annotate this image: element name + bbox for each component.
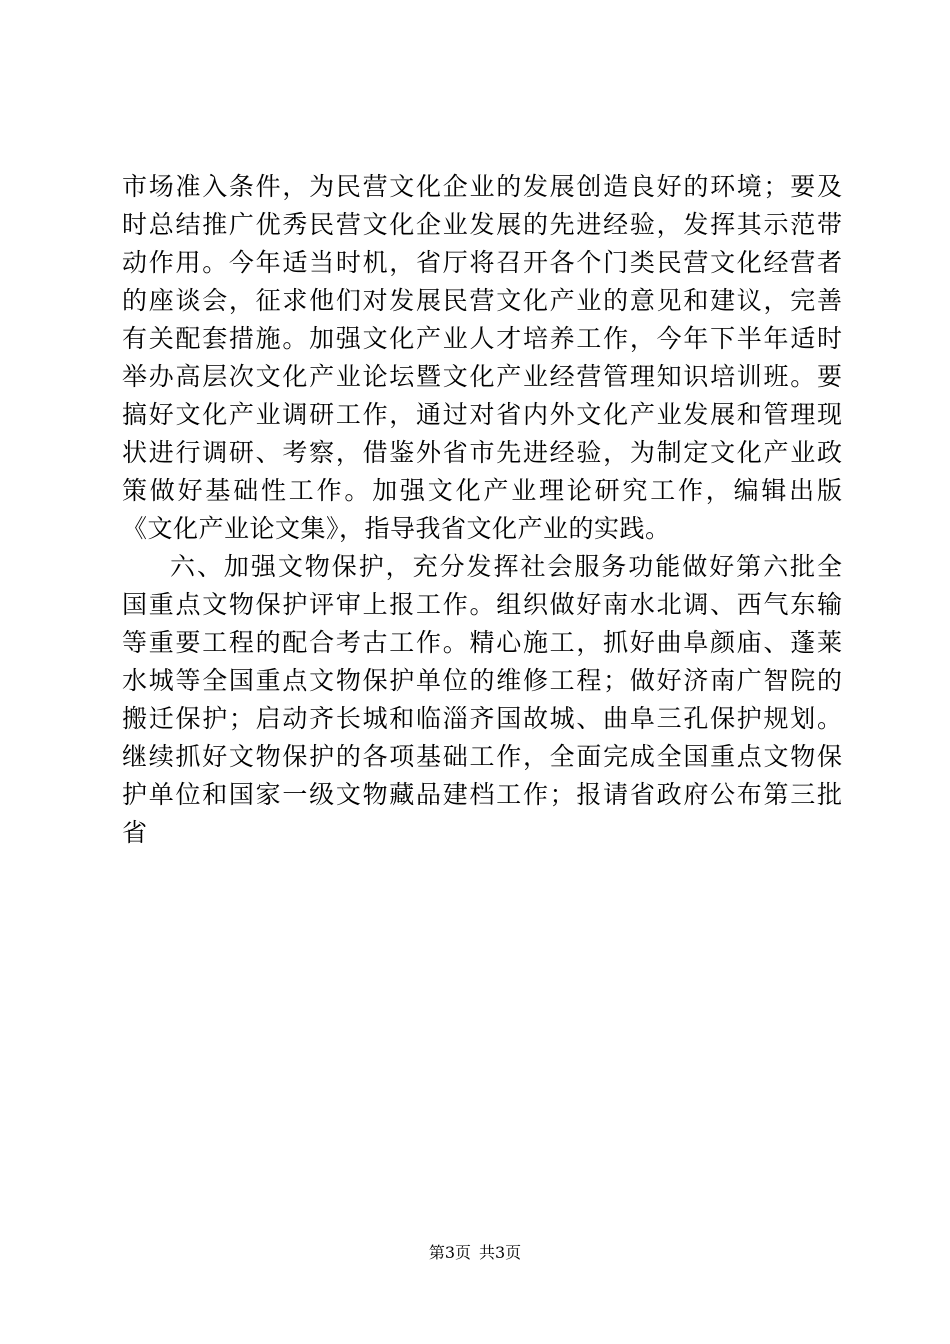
paragraph-1 — [122, 168, 842, 548]
text-line: 市场准入条件，为民营文化企业的发展创造良好的环境；要及 — [122, 172, 842, 201]
text-line: 的座谈会，征求他们对发展民营文化产业的意见和建议，完善 — [122, 286, 842, 315]
text-line: 继续抓好文物保护的各项基础工作，全面完成全国重点文物保 — [122, 742, 842, 771]
text-line: 国重点文物保护评审上报工作。组织做好南水北调、西气东输 — [122, 590, 842, 619]
text-line: 等重要工程的配合考古工作。精心施工，抓好曲阜颜庙、蓬莱 — [122, 628, 842, 657]
text-line: 省 — [122, 818, 148, 847]
text-line: 时总结推广优秀民营文化企业发展的先进经验，发挥其示范带 — [122, 210, 842, 239]
text-line: 状进行调研、考察，借鉴外省市先进经验，为制定文化产业政 — [122, 438, 842, 467]
page-footer — [0, 1243, 950, 1263]
text-line: 举办高层次文化产业论坛暨文化产业经营管理知识培训班。要 — [122, 362, 842, 391]
paragraph-2 — [122, 548, 842, 852]
page-total: 共3页 — [479, 1243, 522, 1262]
text-line: 六、加强文物保护，充分发挥社会服务功能做好第六批全 — [170, 552, 842, 581]
text-line: 有关配套措施。加强文化产业人才培养工作，今年下半年适时 — [122, 324, 842, 353]
page-number: 第3页 — [428, 1243, 471, 1262]
text-line: 搬迁保护；启动齐长城和临淄齐国故城、曲阜三孔保护规划。 — [122, 704, 842, 733]
text-line: 《文化产业论文集》，指导我省文化产业的实践。 — [122, 514, 671, 543]
text-line: 护单位和国家一级文物藏品建档工作；报请省政府公布第三批 — [122, 780, 842, 809]
text-line: 水城等全国重点文物保护单位的维修工程；做好济南广智院的 — [122, 666, 842, 695]
text-line: 策做好基础性工作。加强文化产业理论研究工作，编辑出版 — [122, 476, 842, 505]
document-body — [122, 168, 842, 852]
text-line: 动作用。今年适当时机，省厅将召开各个门类民营文化经营者 — [122, 248, 842, 277]
text-line: 搞好文化产业调研工作，通过对省内外文化产业发展和管理现 — [122, 400, 842, 429]
